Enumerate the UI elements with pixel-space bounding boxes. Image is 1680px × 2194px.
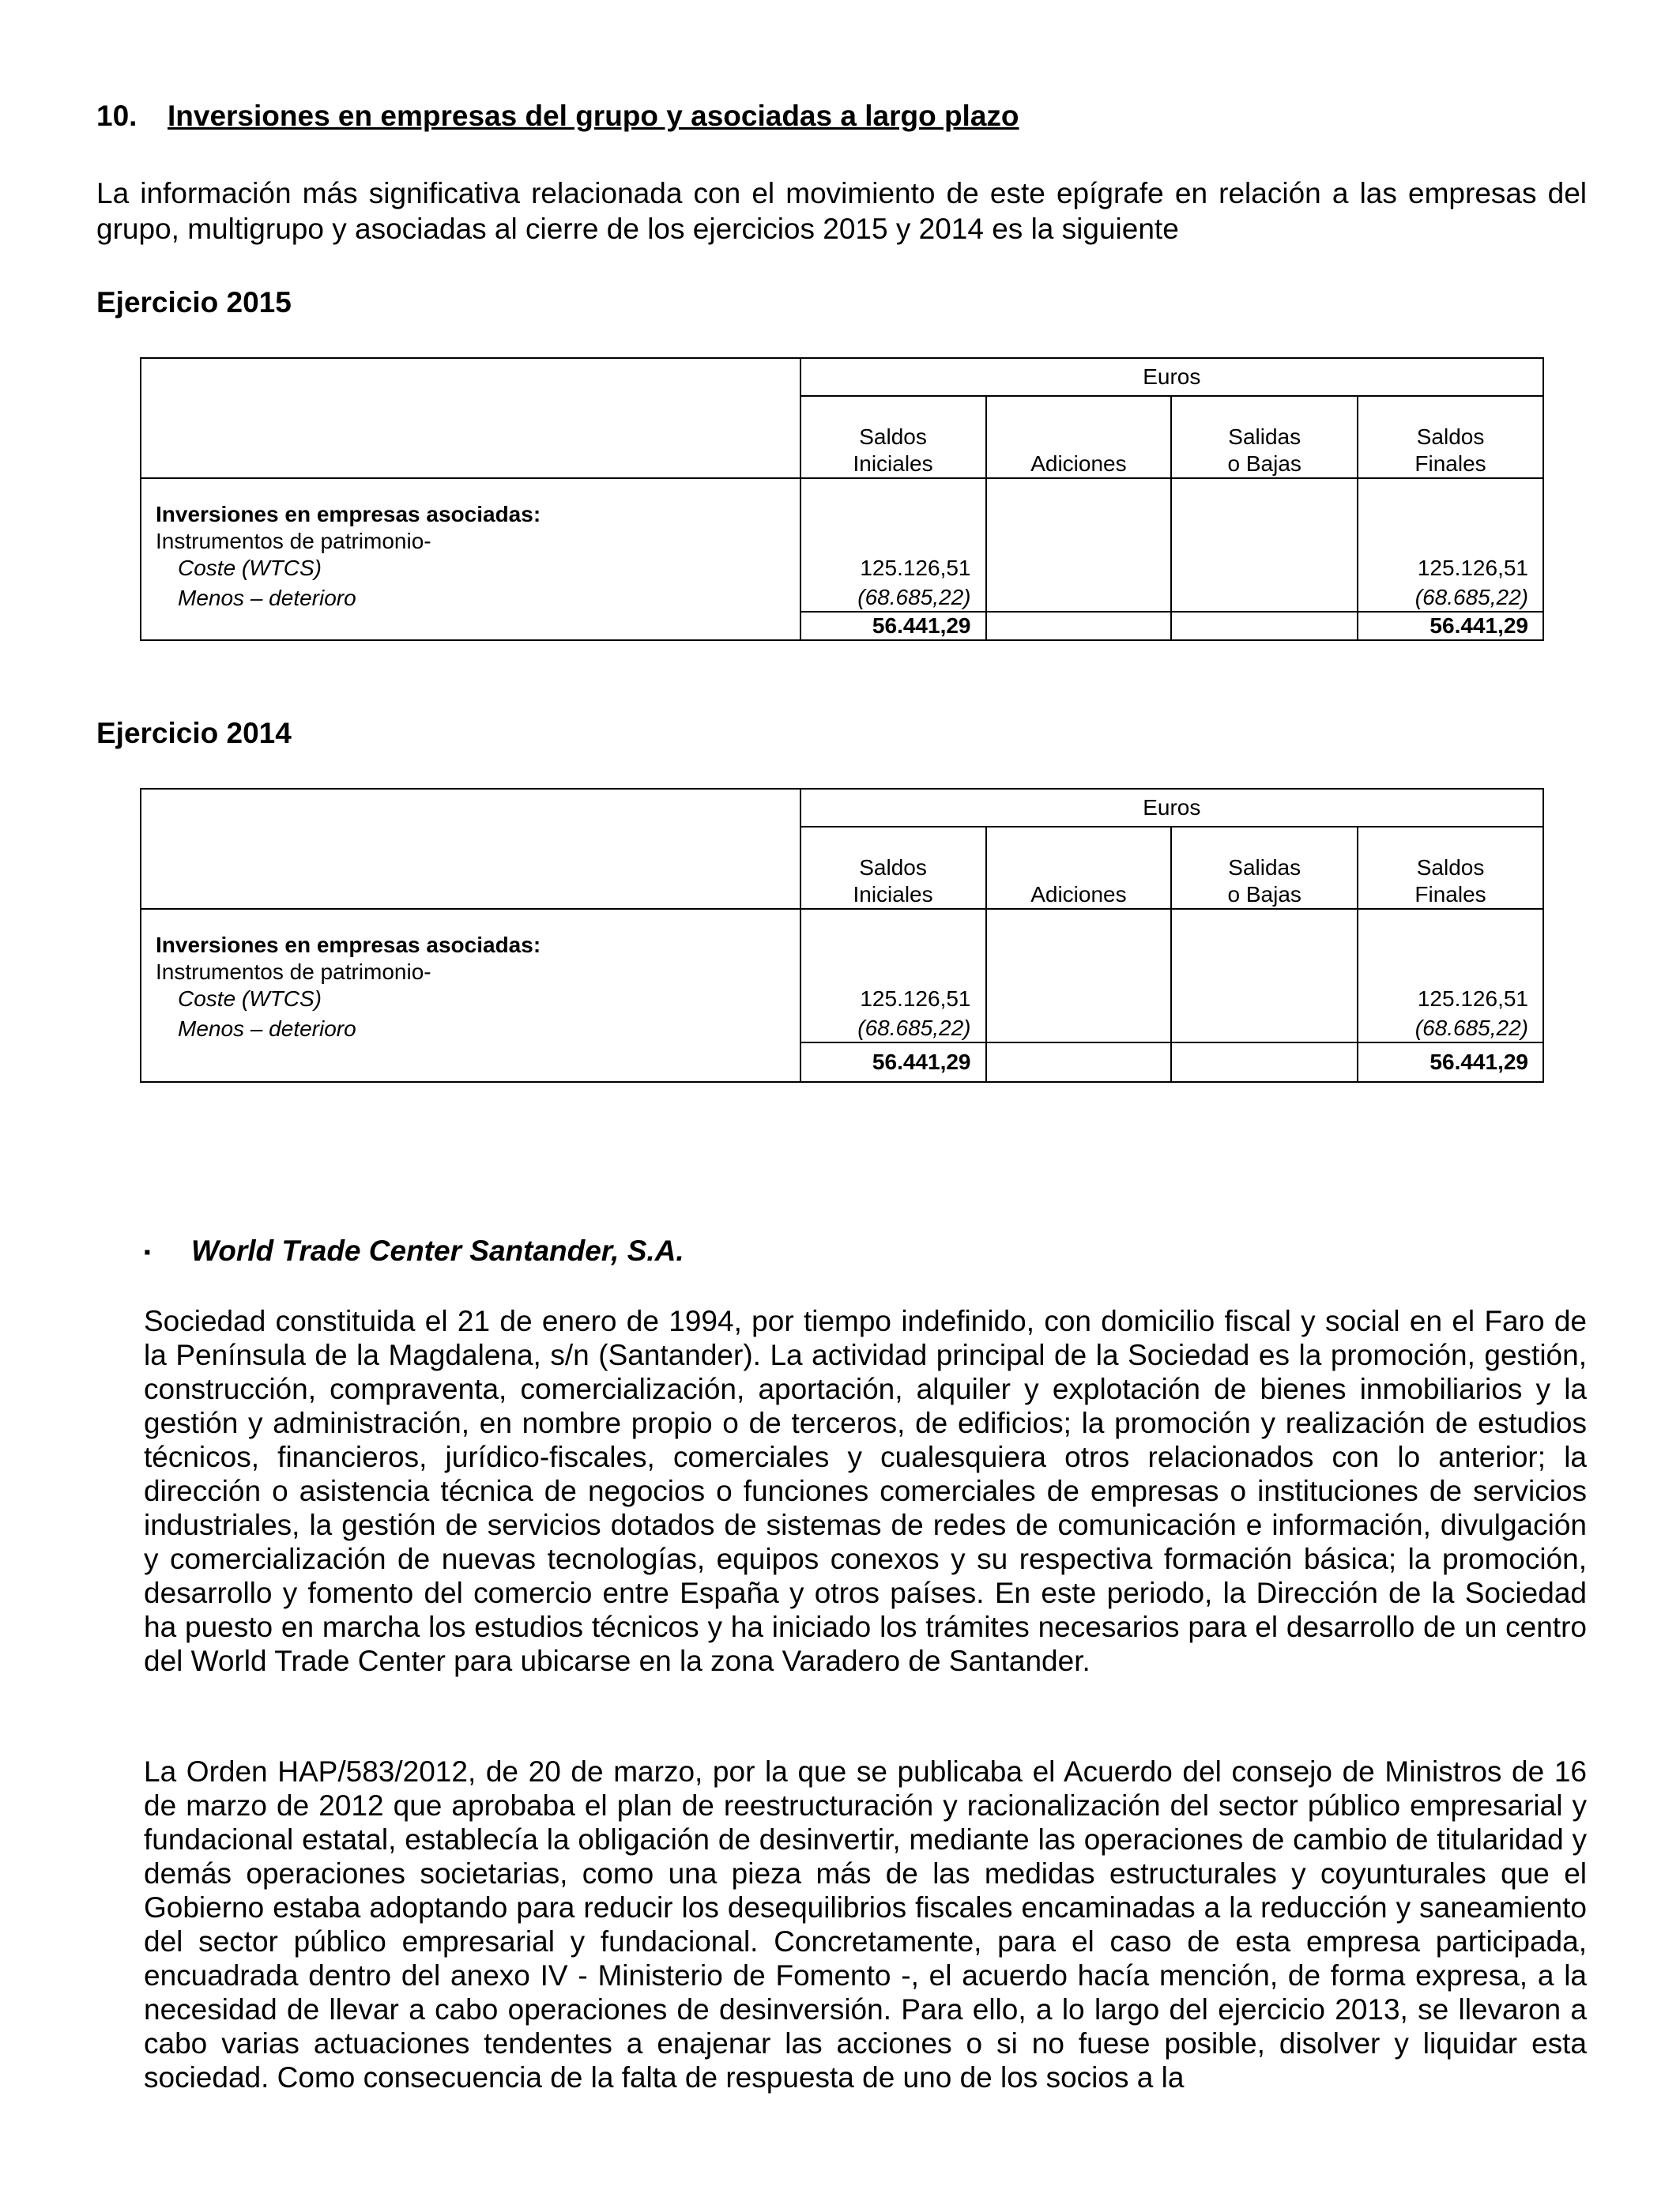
row-label: Coste (WTCS) [141, 986, 800, 1012]
column-header-saldos-iniciales: Saldos Iniciales [800, 396, 986, 478]
value-cell [986, 555, 1172, 582]
total-row [141, 612, 1543, 640]
section-number: 10. [96, 100, 137, 132]
group-label: Inversiones en empresas asociadas: [141, 909, 800, 959]
row-label: Menos – deterioro [141, 1012, 800, 1042]
value-cell [1171, 1012, 1358, 1042]
total-cell: 56.441,29 [1358, 1042, 1543, 1082]
sub-label: Instrumentos de patrimonio- [141, 528, 800, 555]
value-cell: 125.126,51 [800, 986, 986, 1012]
movements-table-2014 [140, 788, 1544, 1083]
value-cell [986, 986, 1172, 1012]
column-header-salidas: Salidas o Bajas [1171, 827, 1358, 909]
total-cell [986, 1042, 1172, 1082]
section-heading [96, 100, 1019, 133]
value-cell [1171, 555, 1358, 582]
total-cell: 56.441,29 [800, 1042, 986, 1082]
currency-header: Euros [800, 358, 1543, 396]
value-cell [1171, 582, 1358, 612]
table-row [141, 555, 1543, 582]
table-row [141, 1012, 1543, 1042]
table-corner [141, 358, 800, 478]
value-cell: (68.685,22) [800, 1012, 986, 1042]
table-corner [141, 789, 800, 909]
value-cell: 125.126,51 [1358, 986, 1543, 1012]
column-header-salidas: Salidas o Bajas [1171, 396, 1358, 478]
value-cell [986, 1012, 1172, 1042]
ejercicio-2014-heading: Ejercicio 2014 [96, 717, 292, 749]
company-paragraph-1: Sociedad constituida el 21 de enero de 1994, por tiempo indefinido, con domicilio fiscal y social en el Faro de la Península de la Magdalena, s/n (Santander). La actividad principal de la Sociedad es la promoción, gestión, construcción, compraventa, comercialización, aportación, alquiler y explotación de bienes inmobiliarios y la gestión y administración, en nombre propio o de terceros, de edificios; la promoción y realización de estudios técnicos, financieros, jurídico-fiscales, comerciales y cualesquiera otros relacionados con lo anterior; la dirección o asistencia técnica de negocios o funciones comerciales de empresas o instituciones de servicios industriales, la gestión de servicios dotados de sistemas de redes de comunicación e información, divulgación y comercialización de nuevas tecnologías, equipos conexos y su respectiva formación básica; la promoción, desarrollo y fomento del comercio entre España y otros países. En este periodo, la Dirección de la Sociedad ha puesto en marcha los estudios técnicos y ha iniciado los trámites necesarios para el desarrollo de un centro del World Trade Center para ubicarse en la zona Varadero de Santander. [144, 1305, 1587, 1677]
intro-paragraph: La información más significativa relacionada con el movimiento de este epígrafe en relación a las empresas del grupo, multigrupo y asociadas al cierre de los ejercicios 2015 y 2014 es la siguiente [96, 177, 1587, 245]
row-label: Coste (WTCS) [141, 555, 800, 582]
company-name: World Trade Center Santander, S.A. [191, 1235, 684, 1267]
group-label: Inversiones en empresas asociadas: [141, 478, 800, 528]
total-cell [1171, 1042, 1358, 1082]
company-heading [144, 1235, 684, 1268]
total-cell: 56.441,29 [800, 612, 986, 640]
column-header-saldos-finales: Saldos Finales [1358, 827, 1543, 909]
value-cell: 125.126,51 [800, 555, 986, 582]
value-cell [1171, 986, 1358, 1012]
total-cell [986, 612, 1172, 640]
value-cell: (68.685,22) [1358, 1012, 1543, 1042]
column-header-saldos-iniciales: Saldos Iniciales [800, 827, 986, 909]
column-header-adiciones: Adiciones [986, 396, 1172, 478]
table-row [141, 986, 1543, 1012]
table-row [141, 582, 1543, 612]
section-title: Inversiones en empresas del grupo y asociadas a largo plazo [168, 100, 1019, 132]
value-cell: 125.126,51 [1358, 555, 1543, 582]
column-header-adiciones: Adiciones [986, 827, 1172, 909]
value-cell [986, 582, 1172, 612]
bullet-icon: ▪ [144, 1242, 151, 1264]
column-header-saldos-finales: Saldos Finales [1358, 396, 1543, 478]
company-paragraph-2: La Orden HAP/583/2012, de 20 de marzo, por la que se publicaba el Acuerdo del consejo de Ministros de 16 de marzo de 2012 que aprobaba el plan de reestructuración y racionalización del sector público empresarial y fundacional estatal, establecía la obligación de desinvertir, mediante las operaciones de cambio de titularidad y demás operaciones societarias, como una pieza más de las medidas estructurales y coyunturales que el Gobierno estaba adoptando para reducir los desequilibrios fiscales encaminadas a la reducción y saneamiento del sector público empresarial y fundacional. Concretamente, para el caso de esta empresa participada, encuadrada dentro del anexo IV - Ministerio de Fomento -, el acuerdo hacía mención, de forma expresa, a la necesidad de llevar a cabo operaciones de desinversión. Para ello, a lo largo del ejercicio 2013, se llevaron a cabo varias actuaciones tendentes a enajenar las acciones o si no fuese posible, disolver y liquidar esta sociedad. Como consecuencia de la falta de respuesta de uno de los socios a la [144, 1755, 1587, 2094]
row-label: Menos – deterioro [141, 582, 800, 612]
value-cell: (68.685,22) [1358, 582, 1543, 612]
total-cell [1171, 612, 1358, 640]
sub-label: Instrumentos de patrimonio- [141, 959, 800, 986]
ejercicio-2015-heading: Ejercicio 2015 [96, 286, 292, 319]
total-cell: 56.441,29 [1358, 612, 1543, 640]
currency-header: Euros [800, 789, 1543, 827]
movements-table-2015 [140, 357, 1544, 641]
value-cell: (68.685,22) [800, 582, 986, 612]
total-row [141, 1042, 1543, 1082]
